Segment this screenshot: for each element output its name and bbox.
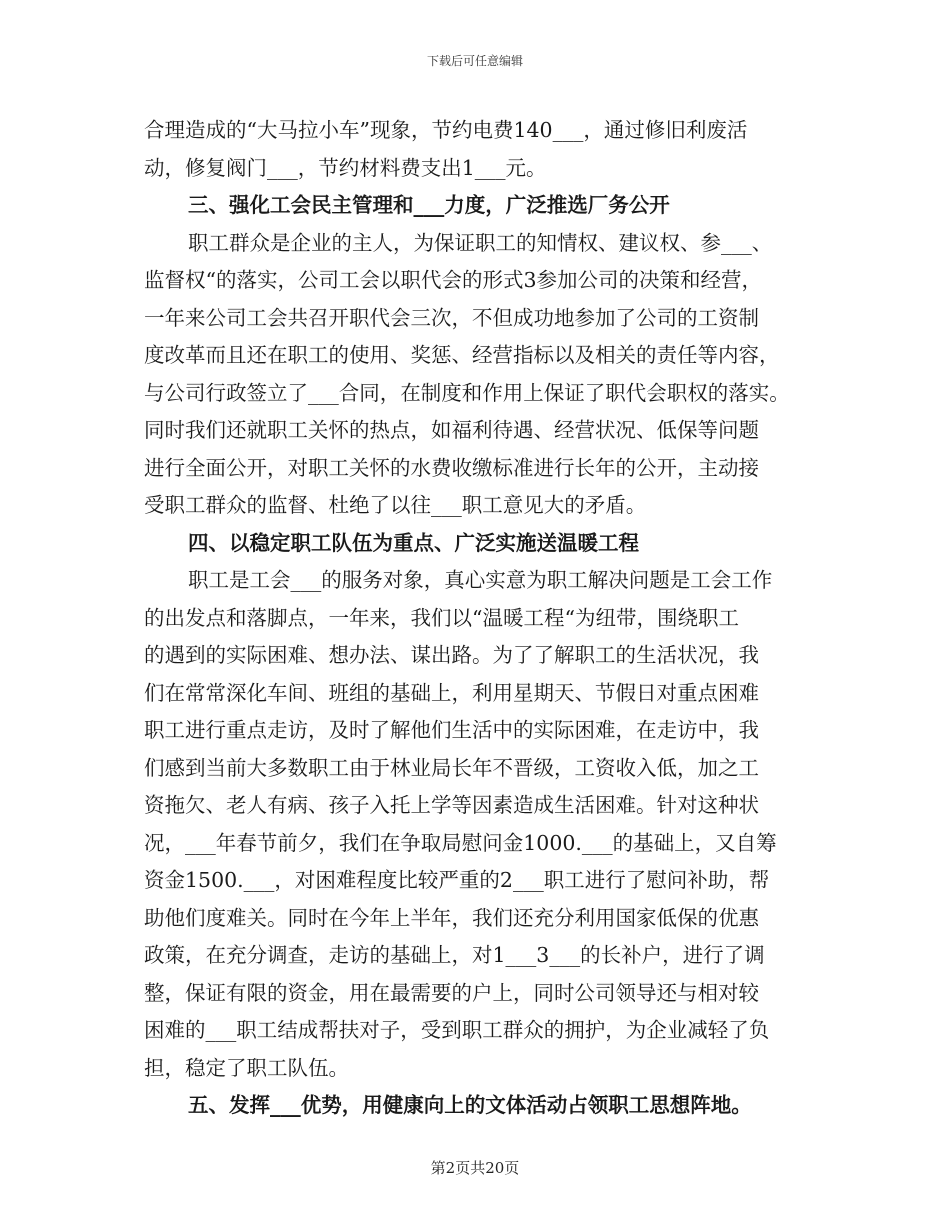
paragraph-line: 合理造成的“大马拉小车”现象，节约电费140___，通过修旧利废活 [144,118,748,142]
paragraph-line: 资拖欠、老人有病、孩子入托上学等因素造成生活困难。针对这种状 [144,793,759,817]
paragraph-line: 的出发点和落脚点，一年来，我们以“温暖工程“为纽带，围绕职工 [144,605,739,630]
paragraph-line: 进行全面公开，对职工关怀的水费收缴标准进行长年的公开，主动接 [144,455,759,480]
paragraph-line: 动，修复阀门___，节约材料费支出1___元。 [144,155,547,180]
paragraph-line: 况，___年春节前夕，我们在争取局慰问金1000.___的基础上，又自筹 [144,830,777,855]
paragraph-line: 们感到当前大多数职工由于林业局长年不晋级，工资收入低，加之工 [144,755,759,780]
paragraph-line: 们在常常深化车间、班组的基础上，利用星期天、节假日对重点困难 [144,680,759,705]
paragraph-line: 职工群众是企业的主人，为保证职工的知情权、建议权、参___、 [188,230,773,255]
paragraph-line: 政策，在充分调查，走访的基础上，对1___3___的长补户，进行了调 [144,943,765,967]
paragraph-line: 与公司行政签立了___合同，在制度和作用上保证了职代会职权的落实。 [144,380,790,405]
section-heading: 三、强化工会民主管理和___力度，广泛推选厂务公开 [188,193,670,217]
page-footer: 第2页共20页 [430,1159,520,1177]
paragraph-line: 度改革而且还在职工的使用、奖惩、经营指标以及相关的责任等内容， [144,343,780,367]
paragraph-line: 受职工群众的监督、杜绝了以往___职工意见大的矛盾。 [144,493,647,517]
section-heading: 五、发挥___优势，用健康向上的文体活动占领职工思想阵地。 [188,1093,752,1117]
section-heading: 四、以稳定职工队伍为重点、广泛实施送温暖工程 [188,530,639,555]
paragraph-line: 整，保证有限的资金，用在最需要的户上，同时公司领导还与相对较 [144,980,759,1005]
paragraph-line: 职工进行重点走访，及时了解他们生活中的实际困难，在走访中，我 [144,718,759,742]
paragraph-line: 职工是工会___的服务对象，真心实意为职工解决问题是工会工作 [188,568,773,592]
paragraph-line: 的遇到的实际困难、想办法、谋出路。为了了解职工的生活状况，我 [144,643,759,667]
paragraph-line: 资金1500.___，对困难程度比较严重的2___职工进行了慰问补助，帮 [144,868,770,892]
page-header: 下载后可任意编辑 [426,54,523,68]
paragraph-line: 助他们度难关。同时在今年上半年，我们还充分利用国家低保的优惠 [144,905,759,930]
document-body [144,112,824,1125]
paragraph-line: 同时我们还就职工关怀的热点，如福利待遇、经营状况、低保等问题 [144,418,759,442]
paragraph-line: 监督权“的落实，公司工会以职代会的形式3参加公司的决策和经营， [144,268,763,292]
paragraph-line: 一年来公司工会共召开职代会三次，不但成功地参加了公司的工资制 [144,305,759,330]
paragraph-line: 担，稳定了职工队伍。 [144,1055,349,1080]
paragraph-line: 困难的___职工结成帮扶对子，受到职工群众的拥护，为企业减轻了负 [144,1018,770,1042]
